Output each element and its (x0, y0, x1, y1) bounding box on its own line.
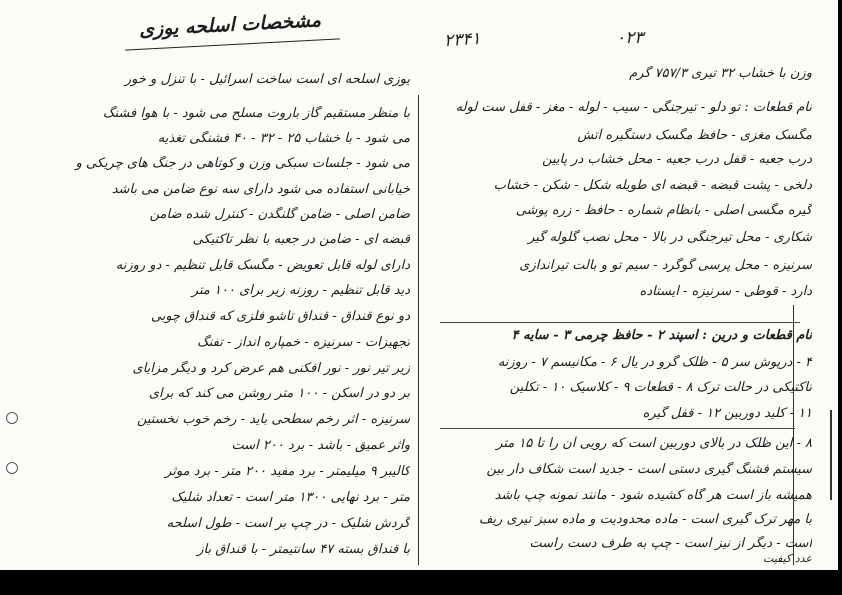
right-line: درب جعبه - قفل درب جعبه - محل خشاب در پایین (542, 152, 812, 167)
right-line: مگسک مغزی - حافظ مگسک دستگیره آتش (577, 128, 812, 143)
right-line: است - دیگر از نیز است - چپ به طرف دست راست (529, 536, 812, 551)
title-underline (125, 38, 340, 50)
section-rule (440, 322, 800, 323)
left-line: سرنیزه - اثر رخم سطحی باید - رخم خوب نخستین (136, 412, 410, 427)
right-line: همیشه باز است هر گاه کشیده شود - مانند نمونه چپ باشد (494, 488, 812, 503)
right-line: نام قطعات : تو دلو - تیرجنگی - سیب - لوله - مغز - قفل ست لوله (455, 100, 812, 115)
left-line: دارای لوله قابل تعویض - مگسک قابل تنظیم - دو روزنه (115, 258, 410, 273)
page-number-right: ۰۲۳ (616, 28, 644, 48)
left-line: می شود - با خشاب ۲۵ - ۳۲ - ۴۰ فشنگی تغذیه (157, 131, 410, 146)
left-line: با منظر مستقیم گاز باروت مسلح می شود - با هوا فشنگ (102, 106, 410, 121)
page-number-center: ۲۳۴۱ (443, 28, 482, 52)
page-title: مشخصات اسلحه یوزی (138, 9, 322, 41)
left-line: متر - برد نهایی ۱۳۰۰ متر است - تعداد شلیک (171, 490, 410, 505)
right-line: سیستم فشنگ گیری دستی است - جدید است شکاف دار بین (486, 462, 812, 477)
left-line: دید قابل تنظیم - روزنه زیر برای ۱۰۰ متر (191, 283, 410, 298)
punch-hole (6, 462, 18, 474)
right-line: شکاری - محل تیرجنگی در بالا - محل نصب گلوله گیر (528, 230, 812, 245)
left-line: قبضه ای - ضامن در جعبه با نظر تاکتیکی (192, 232, 410, 247)
left-line: زیر تیر نور - نور افکنی هم عرض کرد و دیگر مزایای (132, 361, 410, 376)
right-line: دارد - قوطی - سرنیزه - ایستاده (639, 284, 812, 299)
right-line: نام قطعات و درین : اسپند ۲ - حافظ چرمی ۳ - سایه ۴ (511, 328, 812, 343)
left-line: با قنداق بسته ۴۷ سانتیمتر - با قنداق باز (197, 542, 410, 557)
left-line: خیابانی استفاده می شود دارای سه نوع ضامن می باشد (111, 182, 410, 197)
left-line: می شود - جلسات سبکی وزن و کوتاهی در جنگ های چریکی و (75, 156, 410, 171)
punch-hole (6, 412, 18, 424)
right-line: عدد کیفیت (763, 552, 812, 565)
left-line: واثر عمیق - باشد - برد ۲۰۰ است (231, 438, 410, 453)
left-line: کالیبر ۹ میلیمتر - برد مفید ۲۰۰ متر - برد موثر (165, 464, 410, 479)
left-line: تجهیزات - سرنیزه - خمپاره انداز - تفنگ (197, 335, 410, 350)
right-line: سرنیزه - محل پرسی گوگرد - سیم تو و بالت تیراندازی (519, 258, 812, 273)
right-line: ۴ - درپوش سر ۵ - ظلک گرو در یال ۶ - مکانیسم ۷ - روزنه (497, 355, 812, 370)
left-line: گردش شلیک - در چپ بر است - طول اسلحه (166, 516, 410, 531)
column-divider (418, 95, 419, 565)
right-line: ۱۱ - کلید دوربین ۱۲ - قفل گیره (642, 406, 812, 421)
right-line: تاکتیکی در حالت ترک ۸ - قطعات ۹ - کلاسیک ۱۰ - تکلین (509, 380, 812, 395)
right-line: وزن با خشاب ۳۲ تیری ۷۵۷/۳ گرم (629, 66, 812, 81)
right-line: با مهر ترک گیری است - ماده محدودیت و ماده سبز تیری ریف (478, 512, 812, 527)
right-line: گیره مگسی اصلی - بانظام شماره - حافظ - زره پوشی (515, 203, 812, 218)
left-line: بر دو در اسکن - ۱۰۰ متر روشن می کند که برای (148, 386, 410, 401)
left-line: ضامن اصلی - ضامن گلنگدن - کنترل شده ضامن (149, 207, 410, 222)
section-rule (440, 428, 795, 429)
right-line: ۸ - این ظلک در بالای دوربین است که رویی آن را تا ۱۵ متر (496, 436, 812, 451)
left-line: دو نوع قنداق - قنداق تاشو فلزی که قنداق چوبی (150, 309, 410, 324)
right-line: دلخی - پشت قبضه - قبضه ای طویله شکل - شکن - خشاب (493, 178, 812, 193)
left-line: یوزی اسلحه ای است ساخت اسرائیل - با تنزل و خور (124, 72, 410, 87)
edge-mark (816, 410, 832, 500)
